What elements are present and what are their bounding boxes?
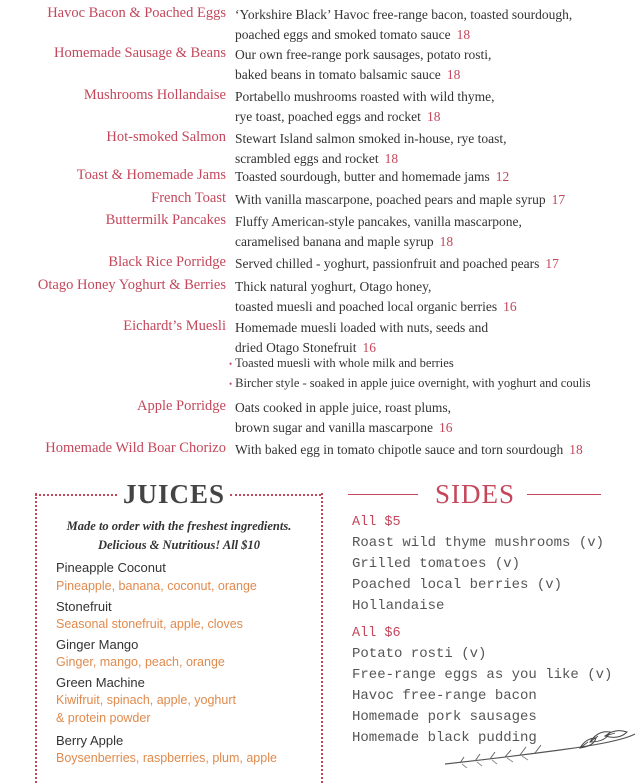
side-item: Roast wild thyme mushrooms (v) bbox=[352, 535, 605, 551]
menu-item-price: 18 bbox=[439, 234, 454, 249]
side-item: Homemade black pudding bbox=[352, 730, 537, 746]
menu-item-description: With vanilla mascarpone, poached pears and maple syrup 17 bbox=[235, 192, 566, 207]
side-item: Poached local berries (v) bbox=[352, 577, 563, 593]
menu-item-description: Portabello mushrooms roasted with wild thyme, rye toast, poached eggs and rocket 18 bbox=[235, 89, 495, 124]
menu-item-price: 17 bbox=[545, 256, 559, 271]
menu-item-name: Havoc Bacon & Poached Eggs bbox=[47, 5, 226, 21]
menu-item-name: Otago Honey Yoghurt & Berries bbox=[37, 277, 226, 293]
juices-title: JUICES bbox=[123, 479, 226, 509]
menu-item-name: Homemade Wild Boar Chorizo bbox=[45, 440, 226, 456]
sides-group-heading: All $5 bbox=[352, 515, 401, 530]
juices-intro: Made to order with the freshest ingredients. bbox=[66, 519, 292, 533]
menu-item-price: 18 bbox=[456, 27, 471, 42]
juice-ingredients: Kiwifruit, spinach, apple, yoghurt bbox=[56, 693, 236, 707]
menu-item-name: Apple Porridge bbox=[137, 398, 226, 414]
menu-item-price: 16 bbox=[362, 340, 376, 355]
menu-item-name: Homemade Sausage & Beans bbox=[54, 45, 226, 61]
side-item: Grilled tomatoes (v) bbox=[352, 556, 521, 572]
juice-ingredients: Ginger, mango, peach, orange bbox=[56, 655, 225, 669]
menu-item-price: 18 bbox=[384, 151, 399, 166]
muesli-option: • Toasted muesli with whole milk and berries bbox=[229, 356, 454, 370]
menu-item-description: Fluffy American-style pancakes, vanilla mascarpone, caramelised banana and maple syrup 18 bbox=[235, 214, 522, 249]
menu-item-description: Served chilled - yoghurt, passionfruit and poached pears 17 bbox=[235, 256, 559, 271]
menu-item-price: 16 bbox=[438, 420, 453, 435]
juices-intro-price: Delicious & Nutritious! All $10 bbox=[97, 538, 261, 552]
menu-item-price: 12 bbox=[495, 169, 510, 184]
menu-item-description: Our own free-range pork sausages, potato rosti, baked beans in tomato balsamic sauce 18 bbox=[235, 47, 492, 82]
juice-ingredients: Pineapple, banana, coconut, orange bbox=[56, 579, 257, 593]
juice-name: Berry Apple bbox=[56, 733, 124, 748]
side-item: Hollandaise bbox=[352, 598, 445, 614]
juices-divider-left bbox=[35, 494, 117, 496]
menu-item-name: Buttermilk Pancakes bbox=[105, 212, 226, 228]
sides-group-heading: All $6 bbox=[352, 626, 401, 641]
side-item: Homemade pork sausages bbox=[352, 709, 537, 725]
menu-item-name: Eichardt’s Muesli bbox=[123, 318, 226, 334]
muesli-option: • Bircher style - soaked in apple juice overnight, with yoghurt and coulis bbox=[229, 376, 591, 390]
menu-item-name: Mushrooms Hollandaise bbox=[83, 87, 226, 103]
juice-name: Pineapple Coconut bbox=[56, 560, 166, 575]
menu-item-name: French Toast bbox=[151, 190, 226, 206]
menu-item-description: Toasted sourdough, butter and homemade jams 12 bbox=[235, 169, 510, 184]
menu-item-price: 18 bbox=[446, 67, 461, 82]
side-item: Free-range eggs as you like (v) bbox=[352, 667, 613, 683]
menu-item-description: Homemade muesli loaded with nuts, seeds and dried Otago Stonefruit 16 bbox=[235, 320, 489, 355]
sides-title: SIDES bbox=[434, 479, 515, 509]
menu-item-description: ‘Yorkshire Black’ Havoc free-range bacon, toasted sourdough, poached eggs and smoked tomato sauce 18 bbox=[235, 7, 573, 42]
juice-ingredients-cont: & protein powder bbox=[56, 711, 151, 725]
sides-divider-right bbox=[527, 494, 601, 495]
menu-item-price: 17 bbox=[551, 192, 566, 207]
juice-name: Green Machine bbox=[56, 675, 145, 690]
menu-item-price: 18 bbox=[426, 109, 441, 124]
menu-item-description: Oats cooked in apple juice, roast plums, brown sugar and vanilla mascarpone 16 bbox=[235, 400, 453, 435]
side-item: Potato rosti (v) bbox=[352, 646, 487, 662]
sides-divider-left bbox=[348, 494, 418, 495]
juice-name: Stonefruit bbox=[56, 599, 112, 614]
menu-item-description: Thick natural yoghurt, Otago honey, toasted muesli and poached local organic berries 16 bbox=[235, 279, 517, 314]
menu-item-name: Black Rice Porridge bbox=[108, 254, 226, 270]
menu-item-name: Hot-smoked Salmon bbox=[106, 129, 226, 145]
menu-item-price: 18 bbox=[569, 442, 583, 457]
menu-item-name: Toast & Homemade Jams bbox=[76, 167, 226, 183]
herb-illustration-icon bbox=[440, 728, 639, 768]
juice-ingredients: Boysenberries, raspberries, plum, apple bbox=[56, 751, 277, 765]
juice-name: Ginger Mango bbox=[56, 637, 139, 652]
menu-item-price: 16 bbox=[503, 299, 517, 314]
juices-divider-right bbox=[230, 494, 321, 496]
juice-ingredients: Seasonal stonefruit, apple, cloves bbox=[56, 617, 243, 631]
menu-item-description: With baked egg in tomato chipotle sauce and torn sourdough 18 bbox=[235, 442, 583, 457]
menu-item-description: Stewart Island salmon smoked in-house, rye toast, scrambled eggs and rocket 18 bbox=[235, 131, 507, 166]
side-item: Havoc free-range bacon bbox=[352, 688, 537, 704]
